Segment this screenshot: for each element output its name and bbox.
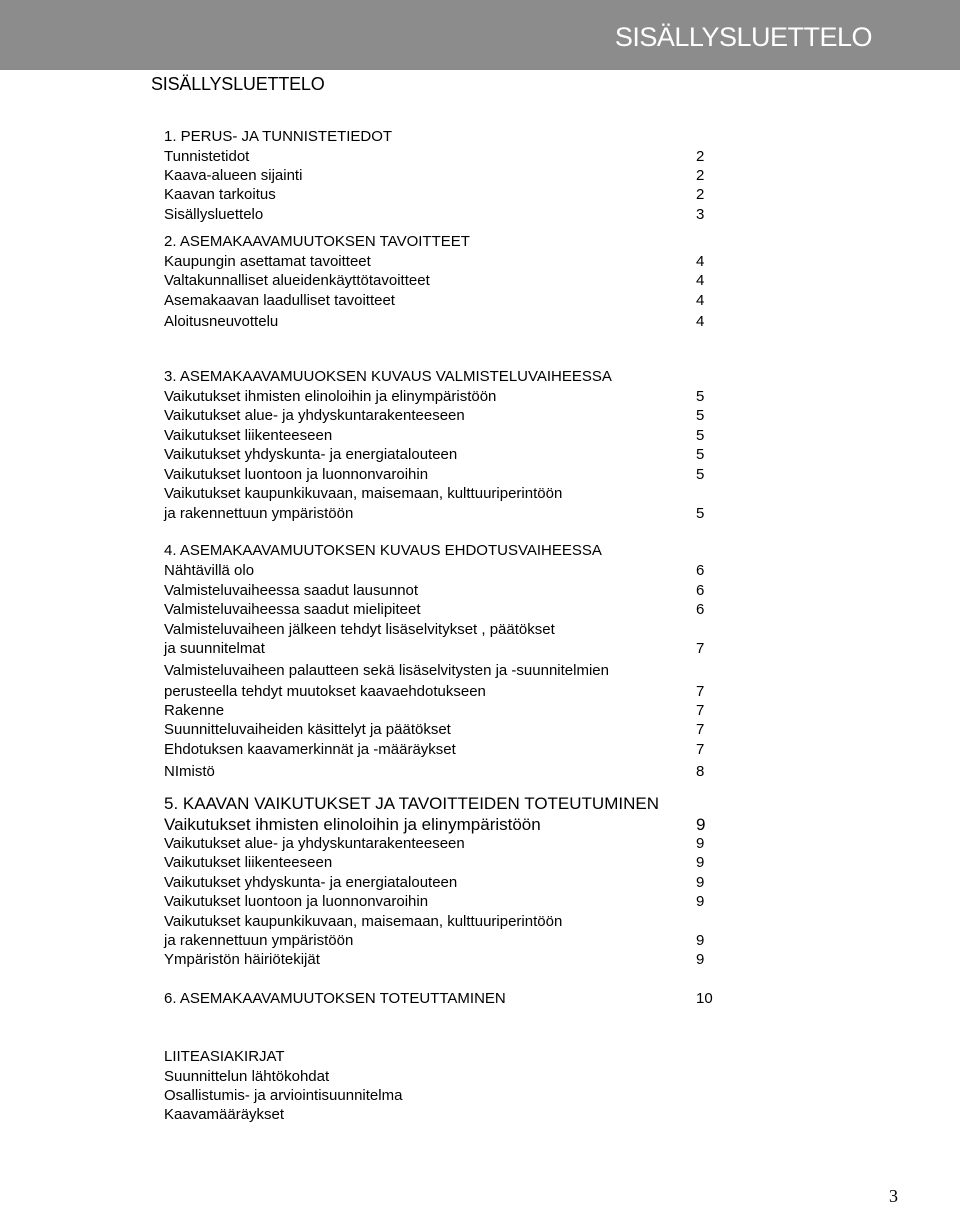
- toc-entry: Aloitusneuvottelu 4: [164, 313, 705, 330]
- appendix-item: Osallistumis- ja arviointisuunnitelma: [164, 1087, 403, 1104]
- page-title: SISÄLLYSLUETTELO: [151, 74, 325, 94]
- toc-section-heading: 1. PERUS- JA TUNNISTETIEDOT: [164, 128, 393, 145]
- toc-entry: Vaikutukset liikenteeseen 5: [164, 427, 705, 444]
- header-banner: [0, 0, 960, 70]
- toc-section-heading: 4. ASEMAKAAVAMUUTOKSEN KUVAUS EHDOTUSVAIHEESSA: [164, 542, 602, 559]
- banner-title: SISÄLLYSLUETTELO: [614, 22, 872, 52]
- toc-section-heading: 2. ASEMAKAAVAMUUTOKSEN TAVOITTEET: [164, 233, 470, 250]
- toc-entry: Valmisteluvaiheessa saadut lausunnot 6: [164, 582, 705, 599]
- toc-entry: Valmisteluvaiheen palautteen sekä lisäselvitysten ja -suunnitelmien: [164, 662, 609, 679]
- toc-entry: Rakenne 7: [164, 702, 705, 719]
- toc-entry: Valmisteluvaiheessa saadut mielipiteet 6: [164, 601, 705, 618]
- toc-entry: Vaikutukset ihmisten elinoloihin ja elinympäristöön 5: [164, 388, 705, 405]
- toc-entry: Kaavan tarkoitus 2: [164, 186, 705, 203]
- toc-entry: Vaikutukset luontoon ja luonnonvaroihin 9: [164, 893, 705, 910]
- toc-entry: Vaikutukset kaupunkikuvaan, maisemaan, kulttuuriperintöön: [164, 913, 563, 930]
- toc-entry: perusteella tehdyt muutokset kaavaehdotukseen 7: [164, 683, 705, 700]
- toc-entry: Kaupungin asettamat tavoitteet 4: [164, 253, 705, 270]
- toc-entry: Vaikutukset liikenteeseen 9: [164, 854, 705, 871]
- toc-entry: NImistö 8: [164, 763, 705, 780]
- toc-entry: Vaikutukset alue- ja yhdyskuntarakenteeseen 5: [164, 407, 705, 424]
- toc-entry: Nähtävillä olo 6: [164, 562, 705, 579]
- toc-entry: Vaikutukset yhdyskunta- ja energiatalouteen 9: [164, 874, 705, 891]
- toc-entry: Sisällysluettelo 3: [164, 206, 705, 223]
- toc-entry: Vaikutukset kaupunkikuvaan, maisemaan, kulttuuriperintöön: [164, 485, 563, 502]
- toc-section-heading: 6. ASEMAKAAVAMUUTOKSEN TOTEUTTAMINEN 10: [164, 990, 713, 1007]
- toc-entry: Ympäristön häiriötekijät 9: [164, 951, 705, 968]
- toc-section-heading: 5. KAAVAN VAIKUTUKSET JA TAVOITTEIDEN TOTEUTUMINEN: [164, 794, 659, 813]
- toc-entry: Vaikutukset ihmisten elinoloihin ja elinympäristöön 9: [164, 815, 706, 834]
- toc-entry: Ehdotuksen kaavamerkinnät ja -määräykset 7: [164, 741, 705, 758]
- toc-entry: Suunnitteluvaiheiden käsittelyt ja päätökset 7: [164, 721, 705, 738]
- page-number: 3: [889, 1186, 898, 1206]
- toc-entry: Asemakaavan laadulliset tavoitteet 4: [164, 292, 705, 309]
- toc-entry: ja rakennettuun ympäristöön 9: [164, 932, 705, 949]
- toc-section-heading: 3. ASEMAKAAVAMUUOKSEN KUVAUS VALMISTELUVAIHEESSA: [164, 368, 612, 385]
- appendix-item: Kaavamääräykset: [164, 1106, 285, 1123]
- toc-entry: Vaikutukset luontoon ja luonnonvaroihin 5: [164, 466, 705, 483]
- toc-entry: ja rakennettuun ympäristöön 5: [164, 505, 705, 522]
- toc-entry: Kaava-alueen sijainti 2: [164, 167, 705, 184]
- toc-entry: ja suunnitelmat 7: [164, 640, 705, 657]
- toc-entry: Vaikutukset yhdyskunta- ja energiatalouteen 5: [164, 446, 705, 463]
- appendix-heading: LIITEASIAKIRJAT: [164, 1048, 285, 1065]
- toc-entry: Tunnistetidot 2: [164, 148, 705, 165]
- appendix-item: Suunnittelun lähtökohdat: [164, 1068, 330, 1085]
- toc-entry: Valmisteluvaiheen jälkeen tehdyt lisäselvitykset , päätökset: [164, 621, 555, 638]
- toc-entry: Valtakunnalliset alueidenkäyttötavoitteet 4: [164, 272, 705, 289]
- toc-entry: Vaikutukset alue- ja yhdyskuntarakenteeseen 9: [164, 835, 705, 852]
